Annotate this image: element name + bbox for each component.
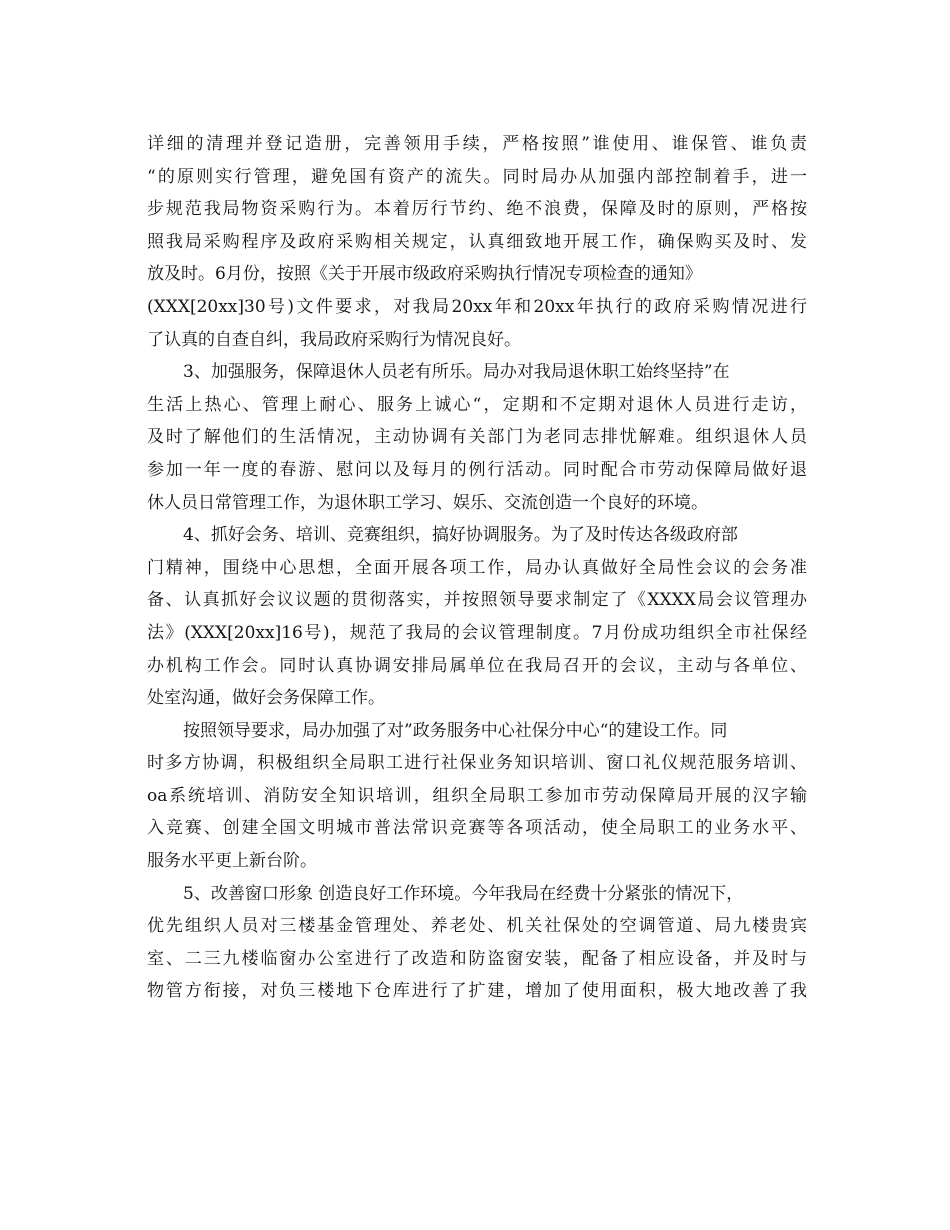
paragraph-first-line: 4、抓好会务、培训、竞赛组织，搞好协调服务。为了及时传达各级政府部 [183,525,738,546]
paragraph-first-line: 按照领导要求，局办加强了对”政务服务中心社保分中心“的建设工作。同 [183,720,728,741]
text-line: 了认真的自查自纠，我局政府采购行为情况良好。 [147,329,521,350]
text-line: 步规范我局物资采购行为。本着厉行节约、绝不浪费，保障及时的原则，严格按 [147,199,807,220]
text-line: 优先组织人员对三楼基金管理处、养老处、机关社保处的空调管道、局九楼贵宾 [147,916,807,937]
paragraph-first-line: 3、加强服务，保障退休人员老有所乐。局办对我局退休职工始终坚持”在 [183,362,730,383]
text-line: 办机构工作会。同时认真协调安排局属单位在我局召开的会议，主动与各单位、 [147,655,807,676]
text-line: 物管方衔接，对负三楼地下仓库进行了扩建，增加了使用面积，极大地改善了我 [147,981,807,1002]
text-line: 服务水平更上新台阶。 [147,851,317,872]
text-line: 休人员日常管理工作，为退休职工学习、娱乐、交流创造一个良好的环境。 [147,492,708,513]
text-line: 时多方协调，积极组织全局职工进行社保业务知识培训、窗口礼仪规范服务培训、 [147,753,807,774]
document-body [147,128,807,1008]
text-line: 处室沟通，做好会务保障工作。 [147,688,385,709]
text-line: 生活上热心、管理上耐心、服务上诚心“，定期和不定期对退休人员进行走访， [147,394,807,415]
text-line: 室、二三九楼临窗办公室进行了改造和防盗窗安装，配备了相应设备，并及时与 [147,948,807,969]
text-line: 法》(XXX[20xx]16号)，规范了我局的会议管理制度。7月份成功组织全市社保经 [147,622,807,643]
text-line: 参加一年一度的春游、慰问以及每月的例行活动。同时配合市劳动保障局做好退 [147,459,807,480]
text-line: 详细的清理并登记造册，完善领用手续，严格按照”谁使用、谁保管、谁负责 [147,134,807,154]
paragraph-first-line: 5、改善窗口形象 创造良好工作环境。今年我局在经费十分紧张的情况下， [183,883,744,904]
text-line: 放及时。6月份，按照《关于开展市级政府采购执行情况专项检查的通知》 [147,264,702,285]
text-line: 照我局采购程序及政府采购相关规定，认真细致地开展工作，确保购买及时、发 [147,231,807,252]
text-line: 门精神，围绕中心思想，全面开展各项工作，局办认真做好全局性会议的会务准 [147,557,807,578]
text-line: oa系统培训、消防安全知识培训，组织全局职工参加市劳动保障局开展的汉字输 [147,785,807,806]
text-line: 备、认真抓好会议议题的贯彻落实，并按照领导要求制定了《XXXX局会议管理办 [147,590,807,611]
text-line: 入竞赛、创建全国文明城市普法常识竞赛等各项活动，使全局职工的业务水平、 [147,818,807,839]
text-line: (XXX[20xx]30号)文件要求，对我局20xx年和20xx年执行的政府采购情况进行 [147,296,807,317]
text-line: “的原则实行管理，避免国有资产的流失。同时局办从加强内部控制着手，进一 [147,166,807,187]
text-line: 及时了解他们的生活情况，主动协调有关部门为老同志排忧解难。组织退休人员 [147,427,807,448]
